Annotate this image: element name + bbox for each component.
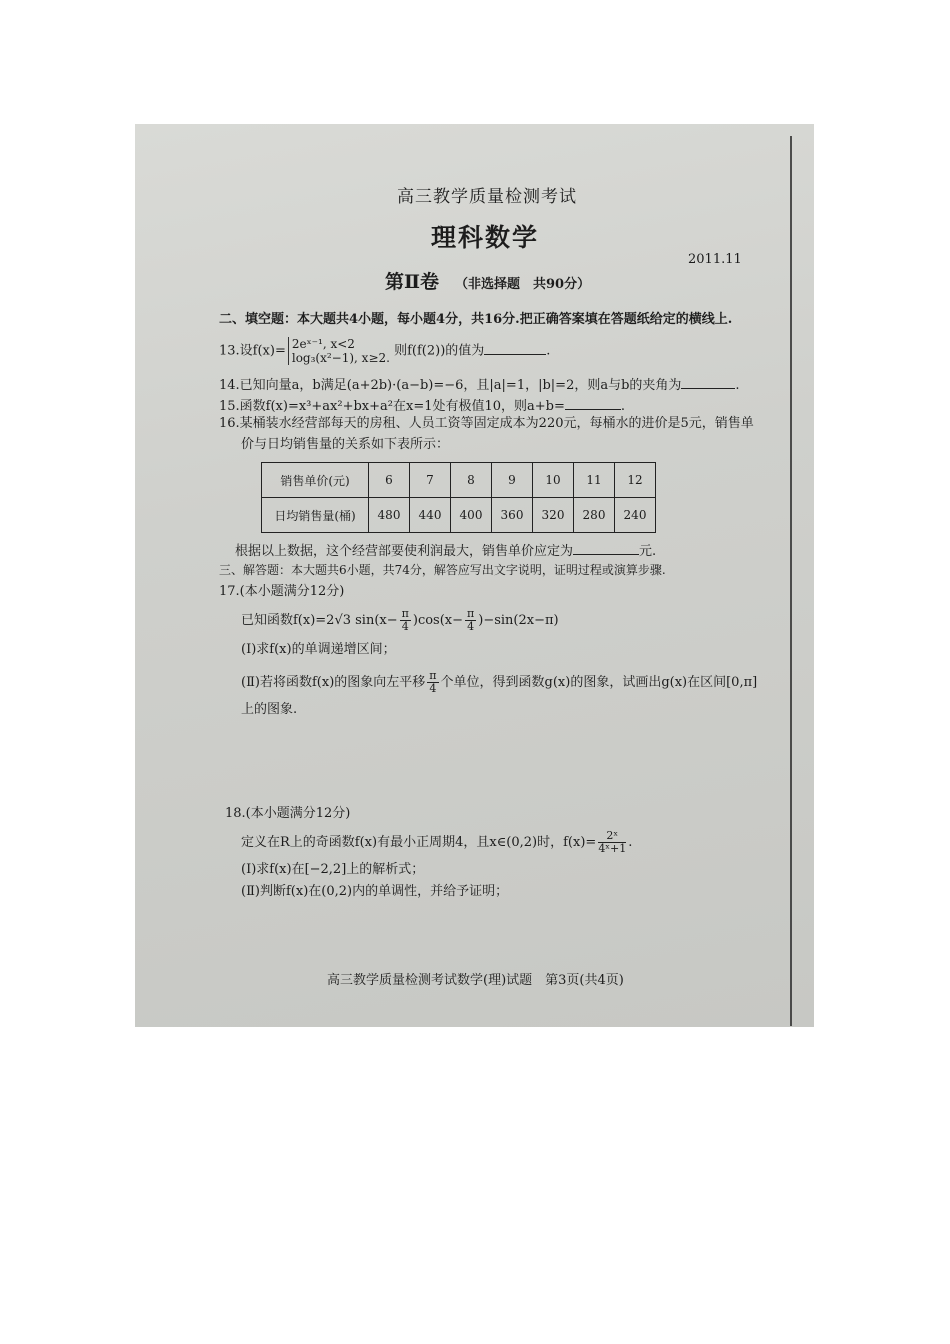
- q15-answer-blank: [565, 397, 621, 410]
- q14-text: 14.已知向量a，b满足(a+2b)·(a−b)=−6，且|a|=1，|b|=2，则a与b的夹角为: [219, 378, 682, 393]
- q17-given: [241, 608, 559, 633]
- frac-num: π: [429, 669, 437, 682]
- q17-part-i: (Ⅰ)求f(x)的单调递增区间；: [241, 642, 396, 657]
- pi-over-4-fraction: [427, 670, 438, 695]
- price-sales-table: [261, 462, 656, 533]
- q15-end: .: [620, 399, 626, 414]
- frac-num: π: [467, 607, 475, 620]
- table-cell: 240: [615, 498, 656, 533]
- q16-answer-blank: [573, 542, 639, 555]
- q14-answer-blank: [681, 376, 735, 389]
- table-row-header: 日均销售量(桶): [262, 498, 369, 533]
- table-cell: 6: [369, 463, 410, 498]
- q17-part-ii-end: 上的图象.: [241, 702, 298, 717]
- section-note: （非选择题 共90分）: [455, 277, 591, 292]
- q16-unit: 元.: [639, 544, 657, 559]
- section-label: 第Ⅱ卷: [385, 271, 440, 293]
- q18-fraction: [598, 830, 626, 855]
- exam-title: 高三教学质量检测考试: [397, 187, 577, 207]
- table-cell: 320: [533, 498, 574, 533]
- part2-heading: 二、填空题：本大题共4小题，每小题4分，共16分.把正确答案填在答题纸给定的横线上.: [219, 312, 733, 327]
- q13-answer-blank: [484, 342, 546, 355]
- question-16-answer: [235, 542, 656, 560]
- table-cell: 9: [492, 463, 533, 498]
- table-row: [262, 463, 656, 498]
- frac-den: 4ˣ+1: [598, 842, 627, 855]
- frac-den: 4: [401, 620, 409, 633]
- q17-title: 17.(本小题满分12分): [219, 584, 345, 599]
- q17-given-c: )−sin(2x−π): [478, 613, 559, 628]
- q17-ii-a: (Ⅱ)若将函数f(x)的图象向左平移: [241, 675, 426, 690]
- pi-over-4-fraction: [465, 608, 476, 633]
- pi-over-4-fraction: [400, 608, 411, 633]
- q13-prefix: 13.设f(x)=: [219, 343, 286, 359]
- frac-num: π: [401, 607, 409, 620]
- q17-ii-b: 个单位，得到函数g(x)的图象，试画出g(x)在区间[0,π]: [440, 675, 758, 690]
- q13-end: .: [546, 343, 551, 359]
- question-16-line1: 16.某桶装水经营部每天的房租、人员工资等固定成本为220元，每桶水的进价是5元，销售单: [219, 416, 754, 431]
- q13-suffix: 则f(f(2))的值为: [394, 343, 485, 359]
- table-cell: 480: [369, 498, 410, 533]
- frac-den: 4: [467, 620, 475, 633]
- q18-given-a: 定义在R上的奇函数f(x)有最小正周期4，且x∈(0,2)时，f(x)=: [241, 835, 597, 850]
- q18-given: [241, 830, 632, 855]
- part3-heading: 三、解答题：本大题共6小题，共74分，解答应写出文字说明，证明过程或演算步骤.: [219, 563, 666, 577]
- question-15: [219, 397, 625, 415]
- subject-title: 理科数学: [431, 223, 540, 252]
- question-16-line2: 价与日均销售量的关系如下表所示：: [241, 437, 450, 452]
- q14-end: .: [735, 378, 740, 393]
- q17-part-ii: [241, 670, 757, 695]
- table-row: [262, 498, 656, 533]
- scanned-exam-page: [135, 124, 814, 1027]
- q18-part-ii: (Ⅱ)判断f(x)在(0,2)内的单调性，并给予证明；: [241, 884, 509, 899]
- table-cell: 440: [410, 498, 451, 533]
- q13-case1: 2eˣ⁻¹, x<2: [291, 337, 355, 351]
- q18-part-i: (Ⅰ)求f(x)在[−2,2]上的解析式；: [241, 862, 425, 877]
- table-row-header: 销售单价(元): [262, 463, 369, 498]
- page-fold-line: [790, 136, 792, 1026]
- q13-case2: log₃(x²−1), x≥2.: [291, 351, 390, 365]
- question-14: [219, 376, 740, 394]
- frac-den: 4: [429, 682, 437, 695]
- frac-num: 2ˣ: [598, 830, 626, 843]
- q16-after-text: 根据以上数据，这个经营部要使利润最大，销售单价应定为: [235, 544, 574, 559]
- table-cell: 400: [451, 498, 492, 533]
- q15-text: 15.函数f(x)=x³+ax²+bx+a²在x=1处有极值10，则a+b=: [219, 399, 565, 414]
- q18-title: 18.(本小题满分12分): [225, 806, 351, 821]
- table-cell: 11: [574, 463, 615, 498]
- table-cell: 7: [410, 463, 451, 498]
- exam-date: 2011.11: [688, 252, 742, 267]
- q13-piecewise: [288, 337, 390, 365]
- q18-end: .: [628, 835, 633, 850]
- table-cell: 280: [574, 498, 615, 533]
- table-cell: 8: [451, 463, 492, 498]
- question-13: [219, 337, 550, 365]
- page-footer: 高三教学质量检测考试数学(理)试题 第3页(共4页): [327, 973, 624, 988]
- q17-given-a: 已知函数f(x)=2√3 sin(x−: [241, 613, 398, 628]
- table-cell: 12: [615, 463, 656, 498]
- table-cell: 360: [492, 498, 533, 533]
- table-cell: 10: [533, 463, 574, 498]
- q17-given-b: )cos(x−: [412, 613, 464, 628]
- section-title: [385, 267, 590, 294]
